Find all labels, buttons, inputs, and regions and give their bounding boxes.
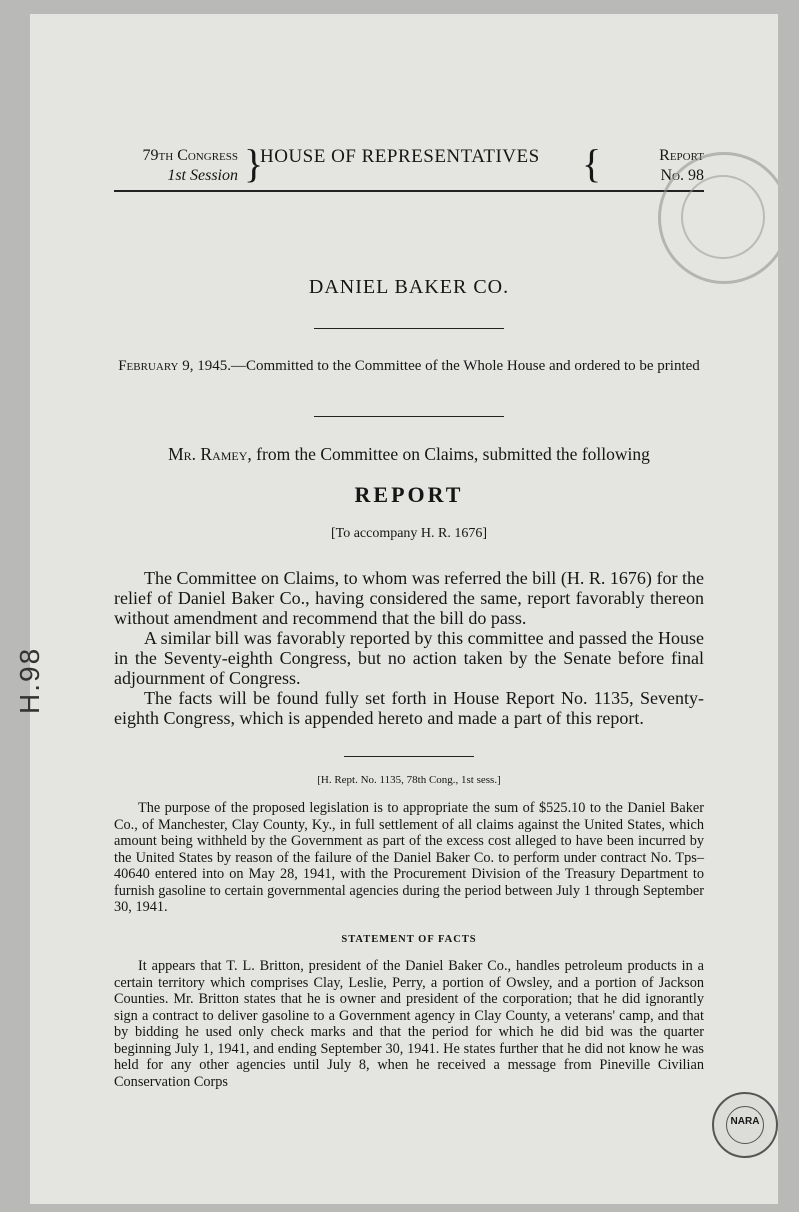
nara-stamp-icon xyxy=(712,1092,778,1158)
header-rule xyxy=(114,190,704,192)
submitted-text: , from the Committee on Claims, submitted the following xyxy=(247,444,650,464)
report-label: Report xyxy=(659,147,704,164)
member-name: Mr. Ramey xyxy=(168,444,248,464)
purpose-paragraph: The purpose of the proposed legislation is to appropriate the sum of $525.10 to the Daniel Baker Co., of Manchester, Clay County, Ky., in full settlement of all claims against the United States, which amount being withheld by the Government as part of the excess cost alleged to have been incurred by the United States by reason of the failure of the Daniel Baker Co. to perform under contract No. Tps–40640 entered into on May 28, 1941, with the Procurement Division of the Treasury Department to furnish gasoline to certain governmental agencies during the period between July 1 through September 30, 1941. xyxy=(114,800,704,915)
house-label: HOUSE OF REPRESENTATIVES xyxy=(260,146,540,167)
nara-label: NARA xyxy=(730,1116,760,1127)
divider-rule xyxy=(314,328,504,329)
congress-label: 79th Congress xyxy=(142,147,238,164)
document-title: DANIEL BAKER CO. xyxy=(308,276,510,298)
committed-text: .—Committed to the Committee of the Whole House and ordered to be printed xyxy=(227,358,700,374)
right-brace: { xyxy=(582,141,602,186)
paragraph: The Committee on Claims, to whom was referred the bill (H. R. 1676) for the relief of Daniel Baker Co., having considered the same, report favorably thereon without amendment and recommend that the bill do pass. xyxy=(114,568,704,628)
divider-rule xyxy=(314,416,504,417)
handwritten-annotation: H.98 xyxy=(14,646,45,714)
report-body xyxy=(114,568,704,728)
left-brace: } xyxy=(244,141,264,186)
accompany-line: [To accompany H. R. 1676] xyxy=(330,526,488,541)
congress-session xyxy=(114,146,238,186)
submitted-line xyxy=(114,444,704,465)
divider-rule xyxy=(344,756,474,757)
session-label: 1st Session xyxy=(167,167,238,184)
committed-note xyxy=(114,356,704,376)
appended-reference: [H. Rept. No. 1135, 78th Cong., 1st sess.] xyxy=(317,774,501,786)
paragraph: The facts will be found fully set forth in House Report No. 1135, Seventy-eighth Congress, which is appended hereto and made a part of this report. xyxy=(114,688,704,728)
report-heading: REPORT xyxy=(354,482,464,507)
statement-section xyxy=(114,958,704,1090)
library-stamp-icon xyxy=(658,152,778,284)
document-page xyxy=(30,14,778,1204)
statement-heading: STATEMENT OF FACTS xyxy=(341,934,477,945)
report-header xyxy=(114,132,704,186)
report-number: No. 98 xyxy=(660,167,704,184)
statement-paragraph: It appears that T. L. Britton, president of the Daniel Baker Co., handles petroleum products in a certain territory which comprises Clay, Leslie, Perry, a portion of Owsley, and a portion of Jackson Counties. Mr. Britton states that he is owner and president of the corporation; that he did ignorantly sign a contract to deliver gasoline to a Government agency in Clay County, a veterans' camp, and that by bidding he used only check marks and that the period for which he did bid was the quarter beginning July 1, 1941, and ending September 30, 1941. He states further that he did not know he was held for any other agencies until July 8, when he received a message from Pineville Civilian Conservation Corps xyxy=(114,958,704,1090)
paragraph: A similar bill was favorably reported by this committee and passed the House in the Seventy-eighth Congress, but no action taken by the Senate before final adjournment of Congress. xyxy=(114,628,704,688)
committed-date: February 9, 1945 xyxy=(118,358,228,374)
purpose-section xyxy=(114,800,704,916)
